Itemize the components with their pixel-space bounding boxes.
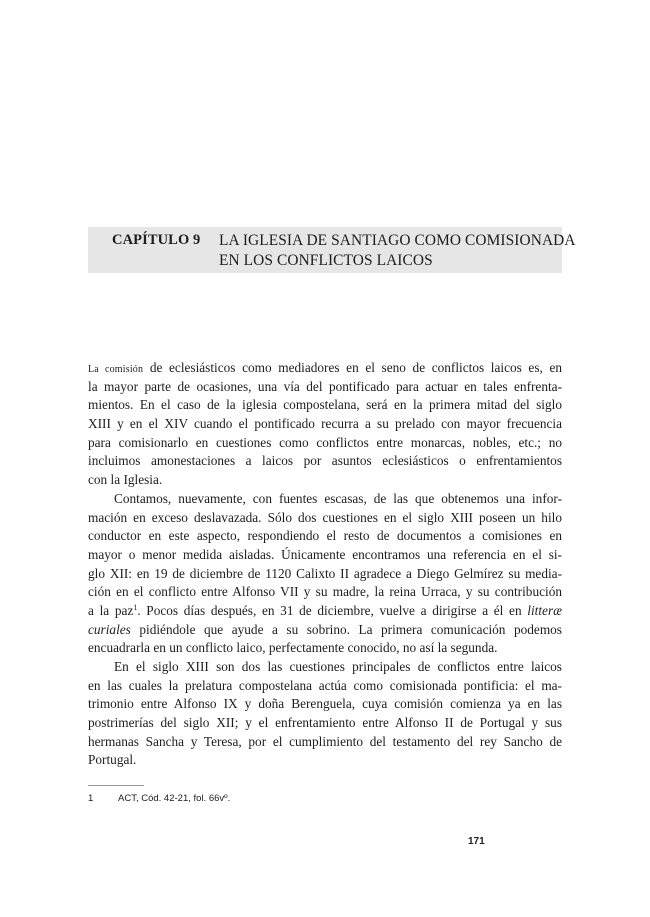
- italic-term: curiales: [88, 621, 131, 637]
- chapter-label: CAPÍTULO 9: [112, 232, 201, 248]
- footnote-reference[interactable]: 1: [133, 602, 138, 612]
- text-line: ción en el conflicto entre Alfonso VII y su madre, la reina Urraca, y su contribución: [88, 584, 562, 600]
- text-line: curiales pidiéndole que ayude a su sobrino. La primera comunicación podemos: [88, 621, 562, 637]
- chapter-title-line: EN LOS CONFLICTOS LAICOS: [219, 252, 433, 269]
- text-line: XIII y en el XIV cuando el pontificado recurra a su prelado con mayor frecuencia: [88, 416, 562, 432]
- text-line: La comisión de eclesiásticos como mediadores en el seno de conflictos laicos es, en: [88, 360, 562, 375]
- text-line: con la Iglesia.: [88, 472, 163, 488]
- text-line: En el siglo XIII son dos las cuestiones principales de conflictos entre laicos: [114, 659, 562, 674]
- footnote-text: ACT, Cód. 42-21, fol. 66vº.: [118, 793, 231, 804]
- text-line: conductor en este aspecto, respondiendo el resto de documentos a comisiones en: [88, 528, 562, 544]
- small-caps-opening: La comisión: [88, 364, 144, 375]
- text-line: encuadrarla en un conflicto laico, perfectamente conocido, no así la segunda.: [88, 640, 498, 656]
- text-line: Contamos, nuevamente, con fuentes escasas, de las que obtenemos una infor-: [114, 490, 562, 506]
- text-line: en las cuales la prelatura compostelana actúa como comisionada pontificia: el ma-: [88, 677, 562, 693]
- text-line: hermanas Sancha y Teresa, por el cumplimiento del testamento del rey Sancho de: [88, 733, 562, 749]
- chapter-title-line: LA IGLESIA DE SANTIAGO COMO COMISIONADA: [219, 232, 576, 249]
- text-line: incluimos amonestaciones a laicos por asuntos eclesiásticos o enfrentamientos: [88, 453, 562, 469]
- text-line: Portugal.: [88, 752, 137, 768]
- text-line: mación en exceso deslavazada. Sólo dos cuestiones en el siglo XIII poseen un hilo: [88, 509, 562, 525]
- text-line: glo XII: en 19 de diciembre de 1120 Calixto II agradece a Diego Gelmírez su media-: [88, 565, 562, 581]
- text-line: trimonio entre Alfonso IX y doña Berenguela, cuya comisión comienza ya en las: [88, 696, 562, 712]
- text-line: mayor o menor medida aisladas. Únicamente encontramos una referencia en el si-: [88, 546, 562, 562]
- text-line: postrimerías del siglo XII; y el enfrentamiento entre Alfonso II de Portugal y sus: [88, 715, 562, 731]
- text-line: a la paz$^1$. Pocos días después, en 31 de diciembre, vuelve a dirigirse a él en litteræ: [88, 602, 563, 618]
- text-line: para comisionarlo en cuestiones como conflictos entre monarcas, nobles, etc.; no: [88, 434, 562, 450]
- footnote-number: 1: [88, 793, 94, 804]
- body-text: [88, 359, 562, 770]
- text-line: la mayor parte de ocasiones, una vía del pontificado para actuar en tales enfrenta-: [88, 378, 562, 394]
- page-number: 171: [468, 836, 485, 847]
- footnote-divider: [88, 785, 144, 786]
- text-line: mientos. En el caso de la iglesia compostelana, será en la primera mitad del siglo: [88, 397, 562, 413]
- italic-term: litteræ: [527, 602, 563, 618]
- chapter-title: [219, 231, 576, 271]
